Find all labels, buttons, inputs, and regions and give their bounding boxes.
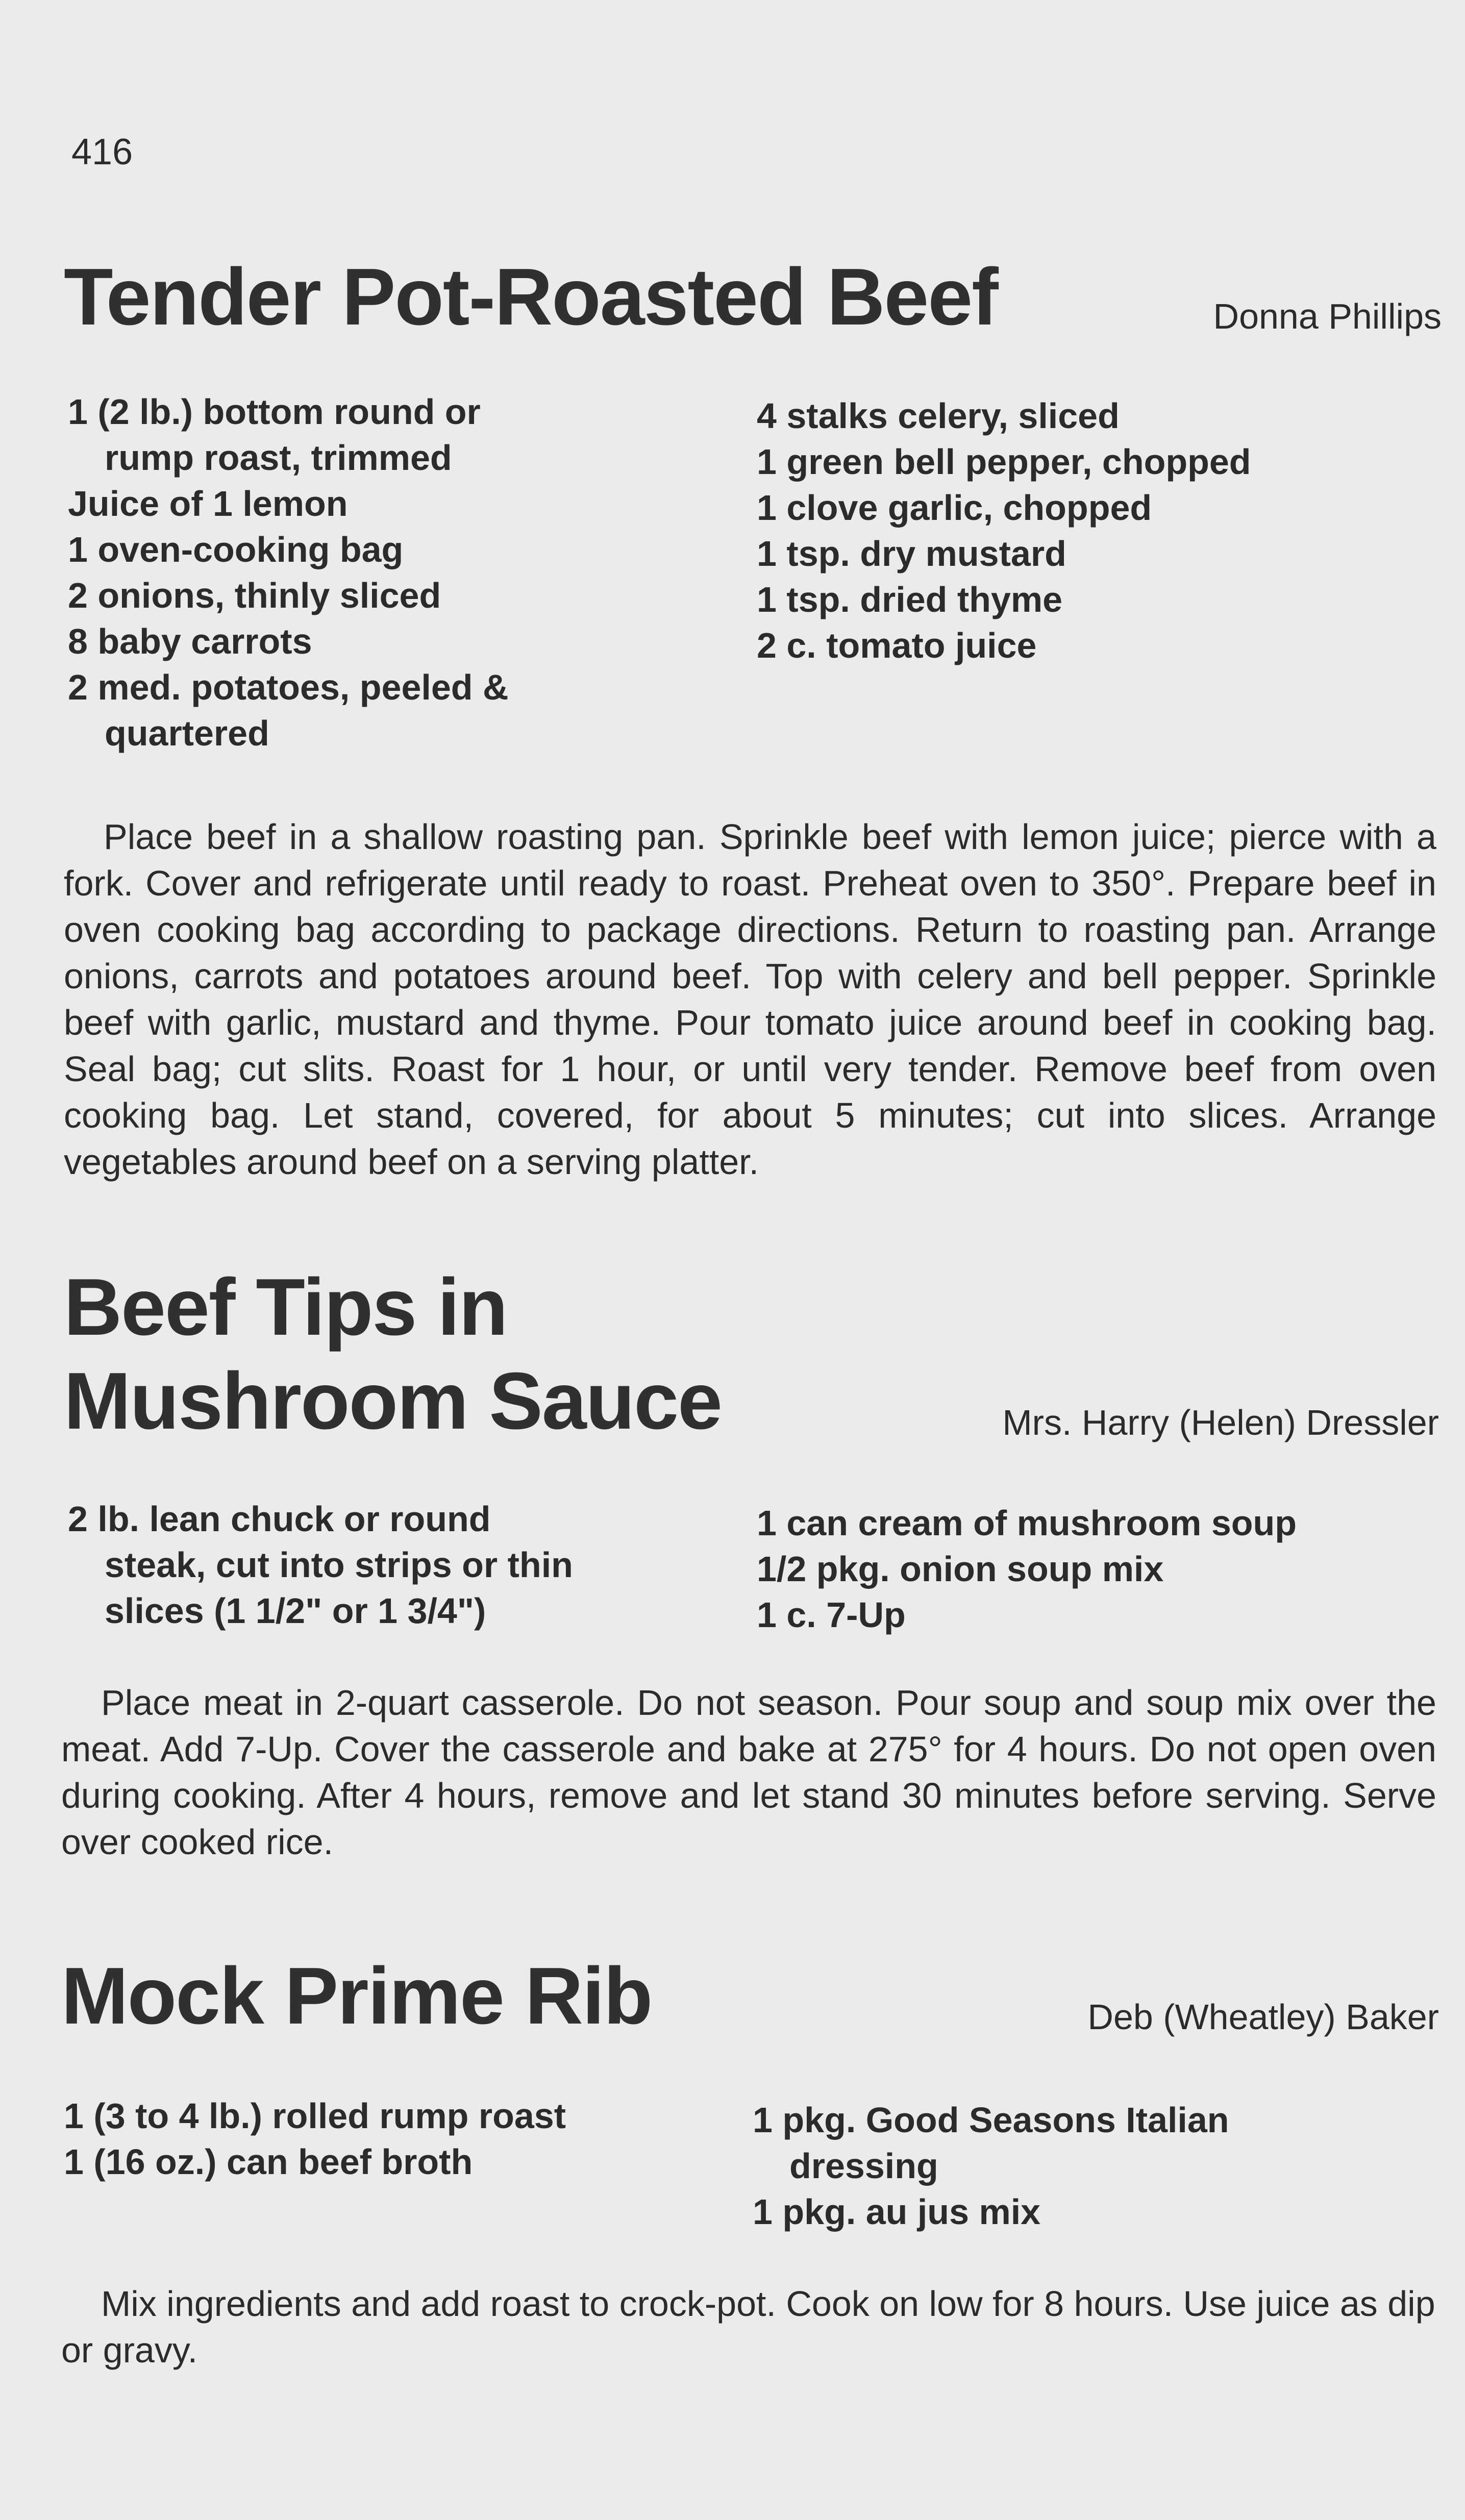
page-number: 416 (71, 132, 133, 172)
ingredient-item: 2 med. potatoes, peeled & quartered (68, 667, 509, 753)
ingredients-list (64, 389, 1436, 766)
recipe-author: Deb (Wheatley) Baker (1087, 1997, 1439, 2037)
recipe-beef-tips-in-mushroom-sauce (61, 1260, 1439, 1862)
recipe-title: Tender Pot-Roasted Beef (64, 252, 998, 342)
recipe-title (64, 1260, 722, 1448)
recipe-title-line: Mushroom Sauce (64, 1356, 722, 1446)
recipe-directions: Mix ingredients and add roast to crock-pot. Cook on low for 8 hours. Use juice as dip or gravy. (61, 2284, 1435, 2370)
ingredient-item: 1 tsp. dry mustard (757, 534, 1066, 573)
ingredient-item: 1 (16 oz.) can beef broth (64, 2142, 473, 2182)
ingredient-item: 1 can cream of mushroom soup (757, 1503, 1297, 1543)
ingredients-list (64, 1496, 1436, 1639)
recipe-mock-prime-rib (61, 1949, 1439, 2388)
ingredient-item: 1 pkg. Good Seasons Italian dressing (753, 2100, 1229, 2186)
ingredient-item: 1 green bell pepper, chopped (757, 442, 1251, 482)
recipe-author: Donna Phillips (1213, 296, 1442, 336)
ingredient-item: 2 onions, thinly sliced (68, 576, 441, 615)
recipe-tender-pot-roasted-beef (64, 250, 1442, 1194)
recipe-title-line: Beef Tips in (64, 1262, 507, 1352)
recipe-directions: Place meat in 2-quart casserole. Do not season. Pour soup and soup mix over the meat. Add 7-Up. Cover the casserole and bake at 275° for 4 hours. Do not open oven during cooking. After 4 hours, remove and let stand 30 minutes before serving. Serve over cooked rice. (61, 1683, 1436, 1862)
ingredients-list (64, 2093, 1436, 2246)
ingredients-column-left (68, 1496, 731, 1634)
ingredient-item: 1 tsp. dried thyme (757, 580, 1063, 619)
ingredients-column-left (64, 2093, 727, 2185)
recipe-author: Mrs. Harry (Helen) Dressler (1002, 1403, 1439, 1442)
ingredient-item: 1 clove garlic, chopped (757, 488, 1152, 528)
ingredient-item: 2 lb. lean chuck or round steak, cut into strips or thin slices (1 1/2" or 1 3/4") (68, 1499, 573, 1631)
ingredient-item: 1 (2 lb.) bottom round or rump roast, trimmed (68, 392, 481, 478)
ingredient-item: 1 (3 to 4 lb.) rolled rump roast (64, 2096, 566, 2136)
ingredient-item: 2 c. tomato juice (757, 626, 1037, 665)
ingredient-item: 1 oven-cooking bag (68, 530, 404, 569)
ingredient-item: 1 c. 7-Up (757, 1595, 906, 1635)
ingredient-item: 8 baby carrots (68, 621, 312, 661)
ingredient-item: 1 pkg. au jus mix (753, 2192, 1041, 2232)
ingredient-item: Juice of 1 lemon (68, 484, 348, 523)
ingredients-column-right (757, 1500, 1420, 1638)
recipe-directions: Place beef in a shallow roasting pan. Sprinkle beef with lemon juice; pierce with a fork. Cover and refrigerate until ready to roast. Preheat oven to 350°. Prepare beef in oven cooking bag according to package directions. Return to roasting pan. Arrange onions, carrots and potatoes around beef. Top with celery and bell pepper. Sprinkle beef with garlic, mustard and thyme. Pour tomato juice around beef in cooking bag. Seal bag; cut slits. Roast for 1 hour, or until very tender. Remove beef from oven cooking bag. Let stand, covered, for about 5 minutes; cut into slices. Arrange vegetables around beef on a serving platter. (64, 817, 1436, 1182)
ingredients-column-right (757, 393, 1420, 668)
ingredients-column-right (753, 2097, 1416, 2235)
ingredient-item: 4 stalks celery, sliced (757, 396, 1120, 436)
recipe-title: Mock Prime Rib (61, 1951, 652, 2041)
ingredient-item: 1/2 pkg. onion soup mix (757, 1549, 1164, 1589)
ingredients-column-left (68, 389, 731, 756)
